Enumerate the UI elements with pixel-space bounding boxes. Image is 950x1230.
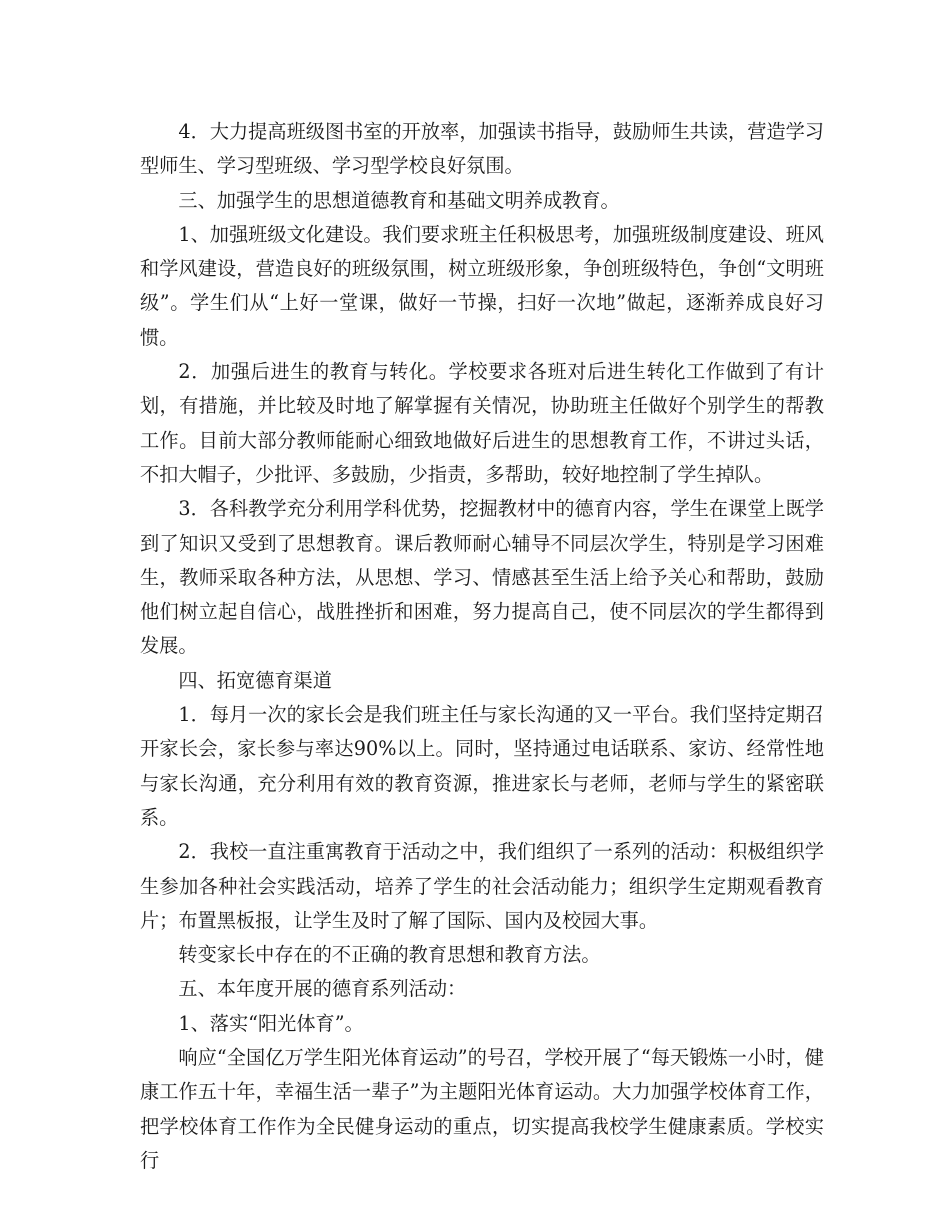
document-body bbox=[140, 115, 824, 1178]
paragraph-library-reading: 4．大力提高班级图书室的开放率，加强读书指导，鼓励师生共读，营造学习型师生、学习型班级、学习型学校良好氛围。 bbox=[140, 120, 824, 178]
heading-section-three: 三、加强学生的思想道德教育和基础文明养成教育。 bbox=[178, 188, 620, 212]
heading-section-four: 四、拓宽德育渠道 bbox=[178, 668, 332, 692]
subheading-sunshine-sports: 1、落实“阳光体育”。 bbox=[178, 1011, 364, 1035]
heading-section-five: 五、本年度开展的德育系列活动： bbox=[178, 977, 467, 1001]
paragraph-class-culture: 1、加强班级文化建设。我们要求班主任积极思考，加强班级制度建设、班风和学风建设，营造良好的班级氛围，树立班级形象，争创班级特色，争创“文明班级”。学生们从“上好一堂课，做好一节操，扫好一次地”做起，逐渐养成良好习惯。 bbox=[140, 222, 824, 349]
paragraph-parent-attitudes: 转变家长中存在的不正确的教育思想和教育方法。 bbox=[178, 943, 601, 967]
paragraph-activities: 2．我校一直注重寓教育于活动之中，我们组织了一系列的活动：积极组织学生参加各种社会实践活动，培养了学生的社会活动能力；组织学生定期观看教育片；布置黑板报，让学生及时了解了国际、国内及校园大事。 bbox=[140, 840, 824, 932]
paragraph-parent-meetings: 1．每月一次的家长会是我们班主任与家长沟通的又一平台。我们坚持定期召开家长会，家长参与率达90%以上。同时，坚持通过电话联系、家访、经常性地与家长沟通，充分利用有效的教育资源，推进家长与老师，老师与学生的紧密联系。 bbox=[140, 703, 824, 829]
paragraph-sunshine-sports: 响应“全国亿万学生阳光体育运动”的号召，学校开展了“每天锻炼一小时，健康工作五十年，幸福生活一辈子”为主题阳光体育运动。大力加强学校体育工作，把学校体育工作作为全民健身运动的重点，切实提高我校学生健康素质。学校实行 bbox=[140, 1046, 824, 1172]
paragraph-subject-teaching: 3．各科教学充分利用学科优势，挖掘教材中的德育内容，学生在课堂上既学到了知识又受到了思想教育。课后教师耐心辅导不同层次学生，特别是学习困难生，教师采取各种方法，从思想、学习、情感甚至生活上给予关心和帮助，鼓励他们树立起自信心，战胜挫折和困难，努力提高自己，使不同层次的学生都得到发展。 bbox=[140, 497, 824, 658]
paragraph-underachievers: 2．加强后进生的教育与转化。学校要求各班对后进生转化工作做到了有计划，有措施，并比较及时地了解掌握有关情况，协助班主任做好个别学生的帮教工作。目前大部分教师能耐心细致地做好后进生的思想教育工作，不讲过头话，不扣大帽子，少批评、多鼓励，少指责，多帮助，较好地控制了学生掉队。 bbox=[140, 360, 824, 486]
